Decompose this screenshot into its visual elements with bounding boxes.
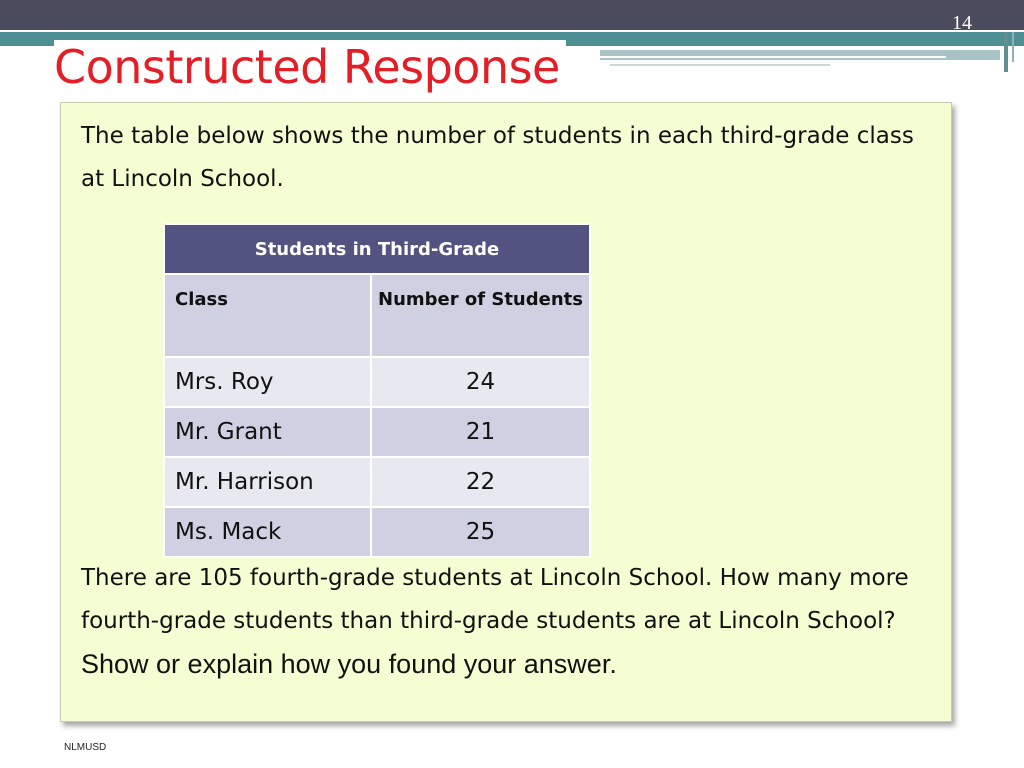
question-text — [81, 557, 931, 688]
table-row — [164, 457, 590, 507]
decor-bar — [1012, 32, 1014, 62]
question-part-1: There are 105 fourth-grade students at Lincoln School. How many more fourth-grade students than third-grade students are at Lincoln School? — [81, 565, 909, 634]
table-caption: Students in Third-Grade — [164, 224, 590, 274]
student-count: 25 — [371, 507, 590, 557]
student-count: 21 — [371, 407, 590, 457]
column-header-number: Number of Students — [371, 274, 590, 357]
intro-text: The table below shows the number of students in each third-grade class at Lincoln School. — [81, 123, 914, 192]
teal-band-lower — [600, 50, 1000, 60]
class-name: Mrs. Roy — [164, 357, 371, 407]
top-banner — [0, 0, 1024, 30]
column-header-class: Class — [164, 274, 371, 357]
footer-label: NLMUSD — [64, 742, 107, 753]
students-table — [163, 223, 591, 558]
student-count: 22 — [371, 457, 590, 507]
class-name: Mr. Grant — [164, 407, 371, 457]
question-part-2: Show or explain how you found your answer. — [81, 649, 617, 679]
class-name: Mr. Harrison — [164, 457, 371, 507]
slide-number: 14 — [952, 12, 972, 34]
student-count: 24 — [371, 357, 590, 407]
content-box — [60, 102, 952, 722]
decor-line — [610, 64, 830, 66]
slide-title: Constructed Response — [54, 40, 566, 94]
decor-bar — [1004, 32, 1008, 72]
class-name: Ms. Mack — [164, 507, 371, 557]
table-row — [164, 407, 590, 457]
table-row — [164, 357, 590, 407]
table-row — [164, 507, 590, 557]
decor-line — [600, 56, 946, 58]
